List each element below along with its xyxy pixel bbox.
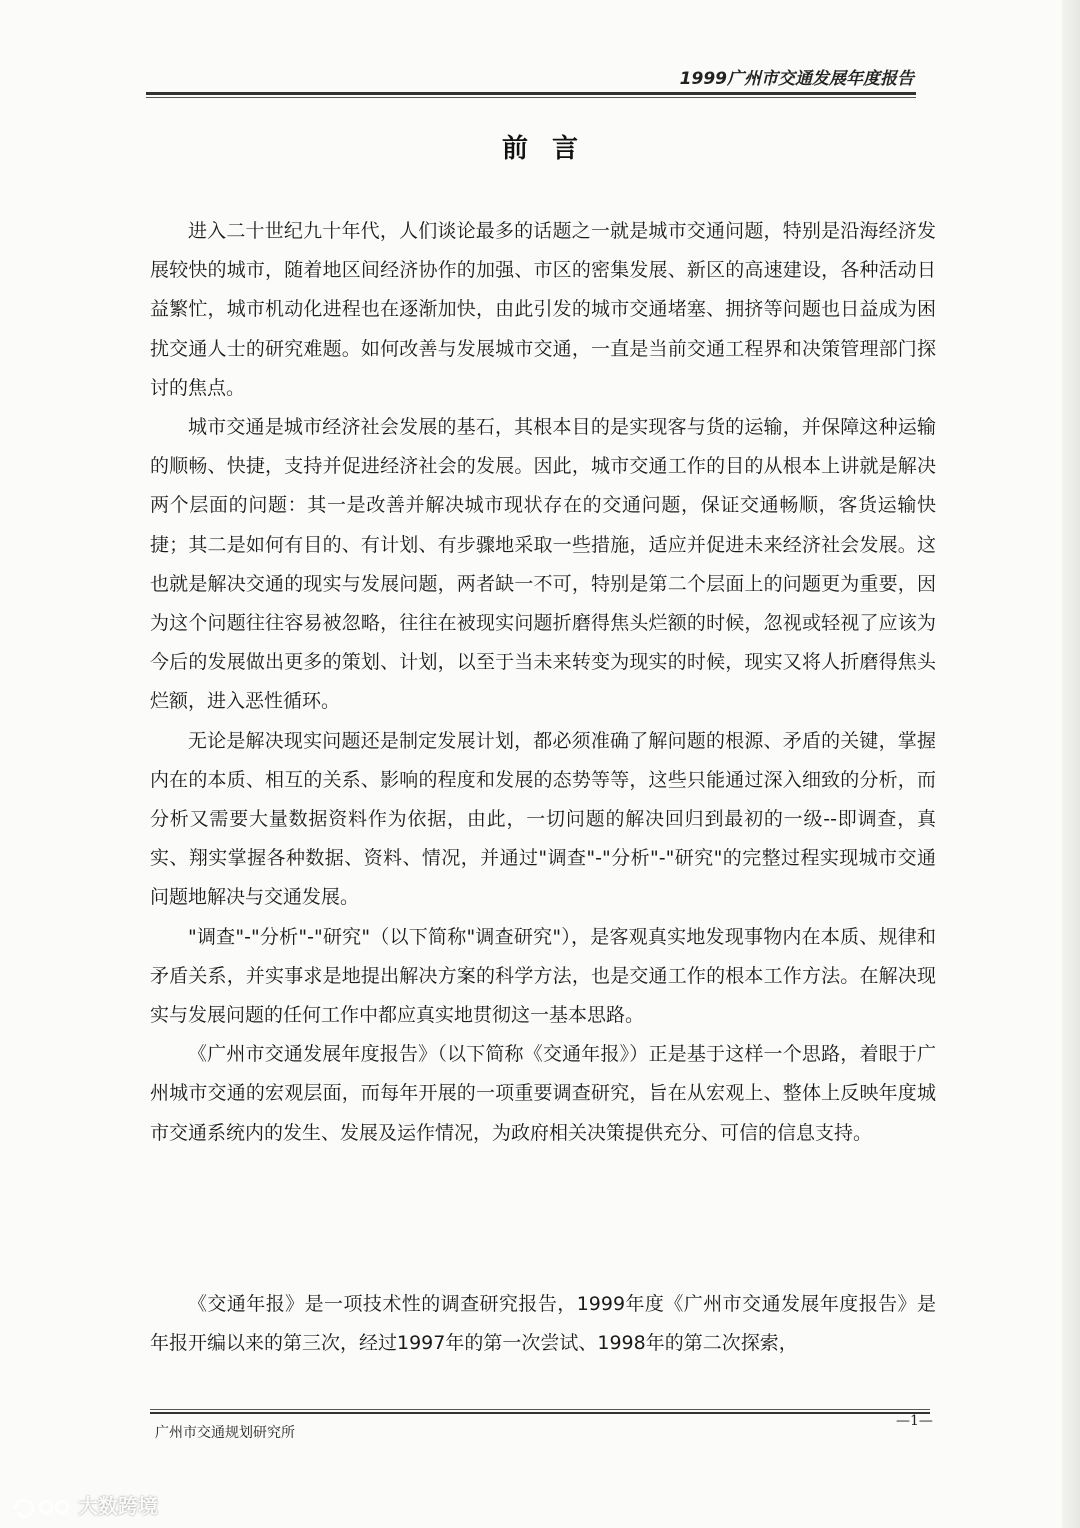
watermark xyxy=(10,1490,158,1519)
page-edge xyxy=(1062,0,1080,1528)
page-number: —1— xyxy=(896,1413,933,1429)
page-heading: 前言 xyxy=(501,134,602,164)
header-rule xyxy=(146,92,916,95)
footer-organization: 广州市交通规划研究所 xyxy=(155,1425,295,1441)
paragraph-4: "调查"-"分析"-"研究"（以下简称"调查研究"），是客观真实地发现事物内在本质、规律和矛盾关系，并实事求是地提出解决方案的科学方法，也是交通工作的根本工作方法。在解决现实与发展问题的任何工作中都应真实地贯彻这一基本思路。 xyxy=(150,925,936,1027)
watermark-text: 大数跨境 xyxy=(78,1494,158,1518)
running-header-title: 1999广州市交通发展年度报告 xyxy=(679,69,914,89)
body-text xyxy=(150,212,936,1153)
paragraph-5: 《广州市交通发展年度报告》（以下简称《交通年报》）正是基于这样一个思路，着眼于广州城市交通的宏观层面，而每年开展的一项重要调查研究，旨在从宏观上、整体上反映年度城市交通系统内的发生、发展及运作情况，为政府相关决策提供充分、可信的信息支持。 xyxy=(150,1043,936,1144)
paragraph-6: 《交通年报》是一项技术性的调查研究报告，1999年度《广州市交通发展年度报告》是年报开编以来的第三次，经过1997年的第一次尝试、1998年的第二次探索， xyxy=(150,1293,936,1355)
watermark-logo-icon xyxy=(10,1491,72,1519)
paragraph-1: 进入二十世纪九十年代，人们谈论最多的话题之一就是城市交通问题，特别是沿海经济发展较快的城市，随着地区间经济协作的加强、市区的密集发展、新区的高速建设，各种活动日益繁忙，城市机动化进程也在逐渐加快，由此引发的城市交通堵塞、拥挤等问题也日益成为困扰交通人士的研究难题。如何改善与发展城市交通，一直是当前交通工程界和决策管理部门探讨的焦点。 xyxy=(150,220,936,399)
header-rule-thin xyxy=(146,97,916,98)
footer-rule xyxy=(150,1412,930,1414)
paragraph-2: 城市交通是城市经济社会发展的基石，其根本目的是实现客与货的运输，并保障这种运输的顺畅、快捷，支持并促进经济社会的发展。因此，城市交通工作的目的从根本上讲就是解决两个层面的问题：其一是改善并解决城市现状存在的交通问题，保证交通畅顺，客货运输快捷；其二是如何有目的、有计划、有步骤地采取一些措施，适应并促进未来经济社会发展。这也就是解决交通的现实与发展问题，两者缺一不可，特别是第二个层面上的问题更为重要，因为这个问题往往容易被忽略，往往在被现实问题折磨得焦头烂额的时候，忽视或轻视了应该为今后的发展做出更多的策划、计划，以至于当未来转变为现实的时候，现实又将人折磨得焦头烂额，进入恶性循环。 xyxy=(150,416,936,713)
paragraph-3: 无论是解决现实问题还是制定发展计划，都必须准确了解问题的根源、矛盾的关键，掌握内在的本质、相互的关系、影响的程度和发展的态势等等，这些只能通过深入细致的分析，而分析又需要大量数据资料作为依据，由此，一切问题的解决回归到最初的一级--即调查，真实、翔实掌握各种数据、资料、情况，并通过"调查"-"分析"-"研究"的完整过程实现城市交通问题地解决与交通发展。 xyxy=(150,729,936,909)
footer-rule-thin xyxy=(150,1409,930,1410)
